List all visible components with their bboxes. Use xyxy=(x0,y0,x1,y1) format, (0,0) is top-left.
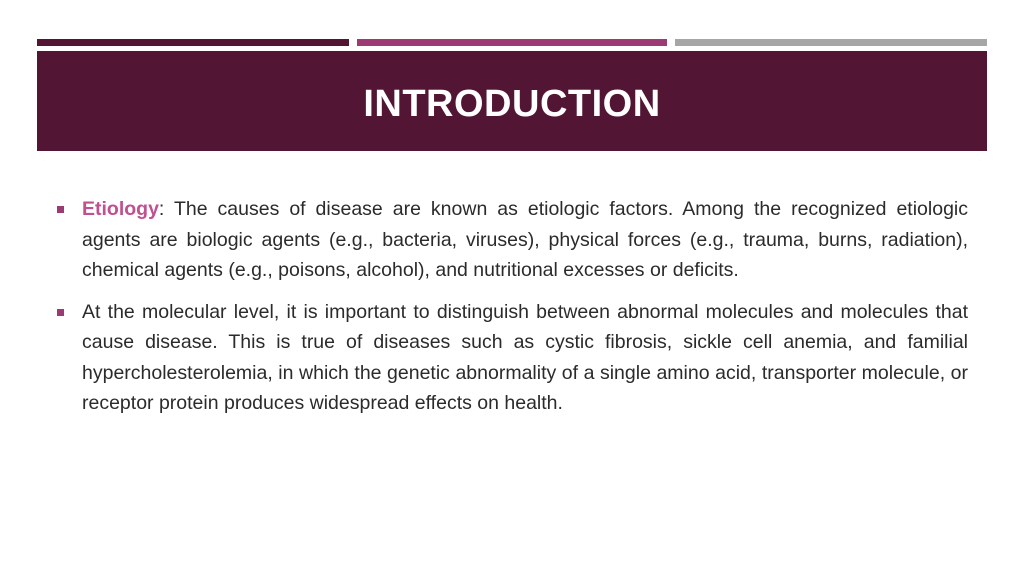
bullet-text: The causes of disease are known as etiologic factors. Among the recognized etiologic agents are biologic agents (e.g., bacteria, viruses), physical forces (e.g., trauma, burns, radiation), chemical agents (e.g., poisons, alcohol), and nutritional excesses or deficits. xyxy=(82,198,968,281)
square-bullet-icon xyxy=(57,206,64,213)
slide-content xyxy=(56,194,968,430)
accent-bar-magenta xyxy=(357,39,667,46)
slide-title: INTRODUCTION xyxy=(363,82,661,125)
title-band xyxy=(37,51,987,151)
bullet-text: At the molecular level, it is important to distinguish between abnormal molecules and molecules that cause disease. This is true of diseases such as cystic fibrosis, sickle cell anemia, and familial hypercholesterolemia, in which the genetic abnormality of a single amino acid, transporter molecule, or receptor protein produces widespread effects on health. xyxy=(82,300,968,414)
accent-bars xyxy=(37,39,987,46)
accent-bar-gray xyxy=(675,39,987,46)
bullet-item-molecular xyxy=(56,297,968,419)
bullet-item-etiology xyxy=(56,194,968,286)
term-separator: : xyxy=(158,198,174,220)
etiology-term: Etiology xyxy=(82,198,159,220)
square-bullet-icon xyxy=(57,309,64,316)
accent-bar-dark xyxy=(37,39,349,46)
